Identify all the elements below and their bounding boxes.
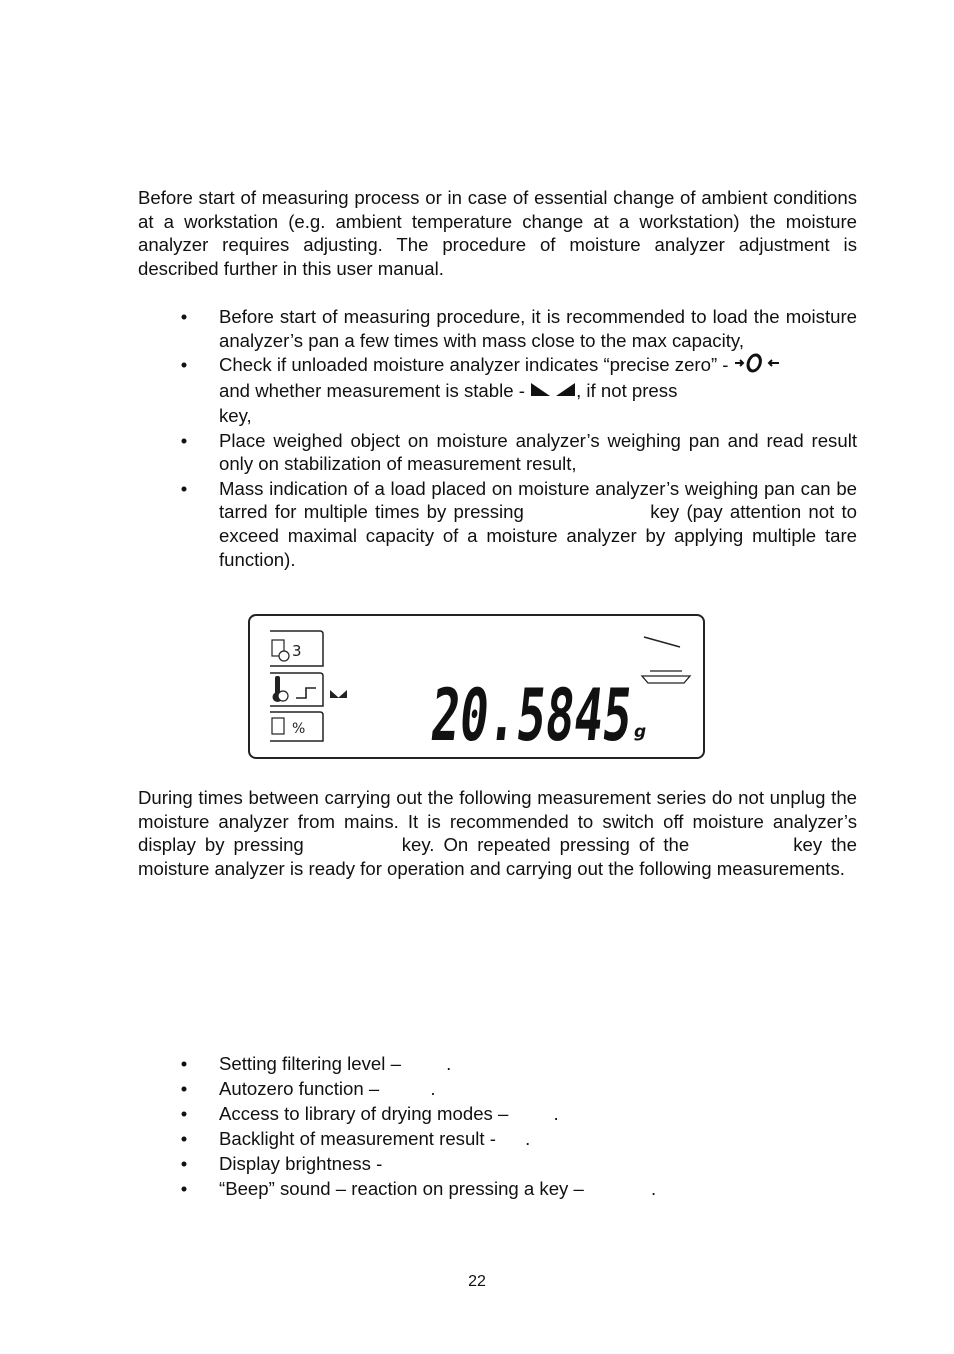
operation-text: key. On repeated pressing of the	[401, 834, 690, 856]
bullet: •	[180, 429, 188, 451]
list-item	[138, 1101, 857, 1126]
list-item	[138, 1051, 857, 1076]
lcd-display	[248, 614, 705, 759]
operation-text: key the moisture analyzer is ready for operation and carrying out the following measurements.	[138, 834, 857, 879]
setting-suffix: .	[430, 1078, 436, 1099]
bullet: •	[180, 1178, 188, 1199]
bullet: •	[180, 477, 188, 499]
weight-timer-icon	[272, 640, 289, 661]
lcd-graphic	[250, 616, 703, 757]
bullet: •	[180, 1078, 188, 1099]
guidelines-list	[138, 305, 857, 572]
thermometer-timer-icon	[273, 676, 317, 702]
page-number: 22	[468, 1273, 486, 1290]
setting-label: Backlight of measurement result -	[219, 1128, 496, 1149]
setting-suffix: .	[651, 1178, 657, 1199]
bullet: •	[180, 1053, 188, 1074]
guideline-text: , if not press	[576, 380, 678, 402]
program-step: 3	[292, 642, 302, 660]
bullet: •	[180, 1103, 188, 1124]
stable-icon	[530, 380, 576, 404]
setting-label: Display brightness -	[219, 1153, 383, 1174]
list-item	[138, 353, 857, 427]
setting-label: Autozero function –	[219, 1078, 380, 1099]
operation-paragraph	[138, 786, 857, 880]
precise-zero-icon	[734, 353, 780, 379]
list-item	[138, 1176, 857, 1201]
operation-text: During times between carrying out the following measurement series do not unplug the moisture analyzer from mains. It is recommended to switch off moisture analyzer’s display by pressing	[138, 787, 857, 856]
guideline-text: Mass indication of a load placed on moisture analyzer’s weighing pan can be tarred for multiple times by pressing	[219, 477, 857, 523]
weight-percent-icon	[272, 718, 284, 734]
percent-label: %	[292, 721, 306, 737]
unit-label: g	[634, 722, 647, 742]
bar-indicator	[644, 637, 680, 647]
setting-label: Setting filtering level –	[219, 1053, 401, 1074]
guideline-text: key (pay attention not to exceed maximal capacity of a moisture analyzer by applying multiple tare function).	[219, 501, 857, 570]
setting-suffix: .	[553, 1103, 559, 1124]
setting-label: Access to library of drying modes –	[219, 1103, 509, 1124]
measurement-reading: 20.5845	[427, 674, 703, 757]
guideline-text: and whether measurement is stable -	[219, 380, 525, 402]
list-item	[138, 305, 857, 352]
guideline-text: Check if unloaded moisture analyzer indicates “precise zero” -	[219, 354, 729, 376]
guideline-text: Place weighed object on moisture analyzer’s weighing pan and read result only on stabilization of measurement result,	[219, 429, 857, 475]
guideline-text: key,	[219, 404, 252, 426]
settings-list	[138, 1051, 857, 1201]
stability-icon	[330, 690, 347, 698]
list-item	[138, 429, 857, 476]
list-item	[138, 1151, 857, 1176]
guideline-text: Before start of measuring procedure, it is recommended to load the moisture analyzer’s pan a few times with mass close to the max capacity,	[219, 306, 857, 351]
bullet: •	[180, 306, 188, 327]
pan-icon	[642, 671, 690, 683]
list-item	[138, 477, 857, 571]
bullet: •	[180, 1128, 188, 1149]
list-item	[138, 1126, 857, 1151]
bullet: •	[180, 1153, 188, 1174]
intro-paragraph: Before start of measuring process or in case of essential change of ambient conditions at a workstation (e.g. ambient temperature change at a workstation) the moisture analyzer requires adjusting. The procedure of moisture analyzer adjustment is described further in this user manual.	[138, 187, 857, 279]
setting-suffix: .	[525, 1128, 531, 1149]
bullet: •	[180, 354, 188, 376]
list-item	[138, 1076, 857, 1101]
setting-label: “Beep” sound – reaction on pressing a key –	[219, 1178, 584, 1199]
setting-suffix: .	[446, 1053, 452, 1074]
